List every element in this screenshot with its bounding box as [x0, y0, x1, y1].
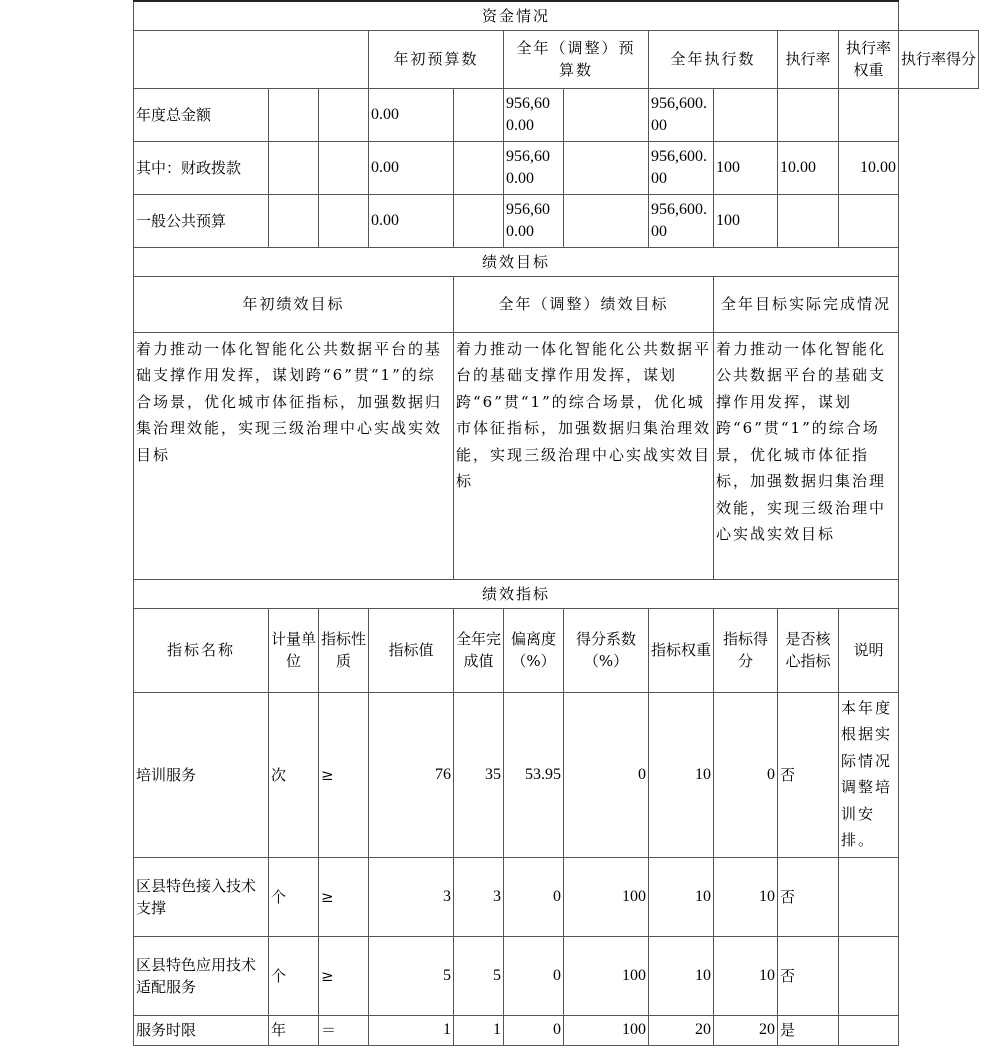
ind-header-score: 指标得分: [714, 608, 778, 692]
ind-header-core: 是否核心指标: [778, 608, 839, 692]
goals-header-initial: 年初绩效目标: [134, 276, 454, 332]
ind-row-target: 1: [369, 1015, 454, 1045]
ind-row-coefficient: 100: [564, 857, 649, 936]
ind-row-deviation: 0: [504, 936, 564, 1015]
ind-row-completed: 1: [454, 1015, 504, 1045]
goals-adjusted-text: 着力推动一体化智能化公共数据平台的基础支撑作用发挥，谋划跨“6”贯“1”的综合场景，优化城市体征指标，加强数据归集治理效能，实现三级治理中心实战实效目标: [454, 332, 714, 579]
funds-row-initial: 0.00: [369, 88, 454, 141]
ind-header-coefficient: 得分系数（%）: [564, 608, 649, 692]
funds-row-initial: 0.00: [369, 141, 454, 194]
ind-row-deviation: 0: [504, 1015, 564, 1045]
ind-row-core: 否: [778, 857, 839, 936]
ind-row-deviation: 53.95: [504, 692, 564, 857]
goals-section-title: 绩效目标: [134, 247, 899, 276]
ind-row-weight: 10: [649, 857, 714, 936]
funds-row-label: 一般公共预算: [134, 194, 269, 247]
funds-row-weight: [778, 88, 839, 141]
indicators-section-title: 绩效指标: [134, 579, 899, 608]
ind-row-unit: 年: [269, 1015, 319, 1045]
funds-row-executed: 956,600.00: [649, 194, 714, 247]
performance-table: [133, 0, 979, 1046]
goals-header-actual: 全年目标实际完成情况: [714, 276, 899, 332]
ind-row-note: 本年度根据实际情况调整培训安排。: [839, 692, 899, 857]
ind-row-target: 3: [369, 857, 454, 936]
ind-row-deviation: 0: [504, 857, 564, 936]
ind-row-completed: 35: [454, 692, 504, 857]
indicator-row: [134, 1015, 979, 1045]
ind-row-score: 20: [714, 1015, 778, 1045]
ind-row-nature: ≥: [319, 936, 369, 1015]
goals-actual-text: 着力推动一体化智能化公共数据平台的基础支撑作用发挥，谋划跨“6”贯“1”的综合场景，优化城市体征指标，加强数据归集治理效能，实现三级治理中心实战实效目标: [714, 332, 899, 579]
ind-row-nature: ＝: [319, 1015, 369, 1045]
ind-row-name: 服务时限: [134, 1015, 269, 1045]
ind-row-unit: 次: [269, 692, 319, 857]
ind-row-note: [839, 1015, 899, 1045]
ind-header-weight: 指标权重: [649, 608, 714, 692]
funds-row-rate: [714, 88, 778, 141]
funds-row-score: [839, 194, 899, 247]
ind-row-note: [839, 857, 899, 936]
ind-row-name: 培训服务: [134, 692, 269, 857]
funds-row-adjusted: 956,600.00: [504, 141, 564, 194]
ind-header-name: 指标名称: [134, 608, 269, 692]
funds-row-rate: 100: [714, 141, 778, 194]
funds-row-label: 其中：财政拨款: [134, 141, 269, 194]
ind-header-nature: 指标性质: [319, 608, 369, 692]
ind-header-deviation: 偏离度（%）: [504, 608, 564, 692]
funds-section-title: 资金情况: [134, 1, 899, 30]
ind-row-coefficient: 0: [564, 692, 649, 857]
ind-row-core: 是: [778, 1015, 839, 1045]
ind-row-completed: 5: [454, 936, 504, 1015]
ind-row-name: 区县特色接入技术支撑: [134, 857, 269, 936]
ind-row-score: 0: [714, 692, 778, 857]
funds-row-executed: 956,600.00: [649, 88, 714, 141]
funds-header-blank: [134, 30, 369, 88]
funds-header-rate-score: 执行率得分: [899, 30, 979, 88]
ind-row-name: 区县特色应用技术适配服务: [134, 936, 269, 1015]
ind-row-target: 5: [369, 936, 454, 1015]
ind-row-weight: 10: [649, 936, 714, 1015]
ind-row-core: 否: [778, 936, 839, 1015]
ind-row-note: [839, 936, 899, 1015]
ind-row-completed: 3: [454, 857, 504, 936]
ind-header-target: 指标值: [369, 608, 454, 692]
ind-row-target: 76: [369, 692, 454, 857]
funds-header-annual-execution: 全年执行数: [649, 30, 778, 88]
funds-row: [134, 141, 979, 194]
indicator-row: [134, 936, 979, 1015]
indicator-row: [134, 857, 979, 936]
ind-row-unit: 个: [269, 936, 319, 1015]
funds-header-adjusted-budget: 全年（调整）预算数: [504, 30, 649, 88]
ind-row-weight: 20: [649, 1015, 714, 1045]
funds-row-adjusted: 956,600.00: [504, 194, 564, 247]
funds-row-score: 10.00: [839, 141, 899, 194]
funds-row-adjusted: 956,600.00: [504, 88, 564, 141]
funds-header-execution-rate: 执行率: [778, 30, 839, 88]
funds-header-initial-budget: 年初预算数: [369, 30, 504, 88]
funds-row-executed: 956,600.00: [649, 141, 714, 194]
goals-header-adjusted: 全年（调整）绩效目标: [454, 276, 714, 332]
funds-row-weight: 10.00: [778, 141, 839, 194]
ind-row-nature: ≥: [319, 857, 369, 936]
funds-row-rate: 100: [714, 194, 778, 247]
ind-row-unit: 个: [269, 857, 319, 936]
ind-row-coefficient: 100: [564, 936, 649, 1015]
ind-row-score: 10: [714, 857, 778, 936]
ind-row-nature: ≥: [319, 692, 369, 857]
goals-initial-text: 着力推动一体化智能化公共数据平台的基础支撑作用发挥，谋划跨“6”贯“1”的综合场景，优化城市体征指标，加强数据归集治理效能，实现三级治理中心实战实效目标: [134, 332, 454, 579]
ind-row-score: 10: [714, 936, 778, 1015]
funds-header-rate-weight: 执行率权重: [839, 30, 899, 88]
funds-row-label: 年度总金额: [134, 88, 269, 141]
indicator-row: [134, 692, 979, 857]
ind-header-note: 说明: [839, 608, 899, 692]
funds-row-score: [839, 88, 899, 141]
ind-header-unit: 计量单位: [269, 608, 319, 692]
ind-row-coefficient: 100: [564, 1015, 649, 1045]
funds-row: [134, 194, 979, 247]
funds-row-weight: [778, 194, 839, 247]
ind-row-core: 否: [778, 692, 839, 857]
performance-report-sheet: [133, 0, 979, 1046]
ind-header-completed: 全年完成值: [454, 608, 504, 692]
ind-row-weight: 10: [649, 692, 714, 857]
funds-row-initial: 0.00: [369, 194, 454, 247]
funds-row: [134, 88, 979, 141]
